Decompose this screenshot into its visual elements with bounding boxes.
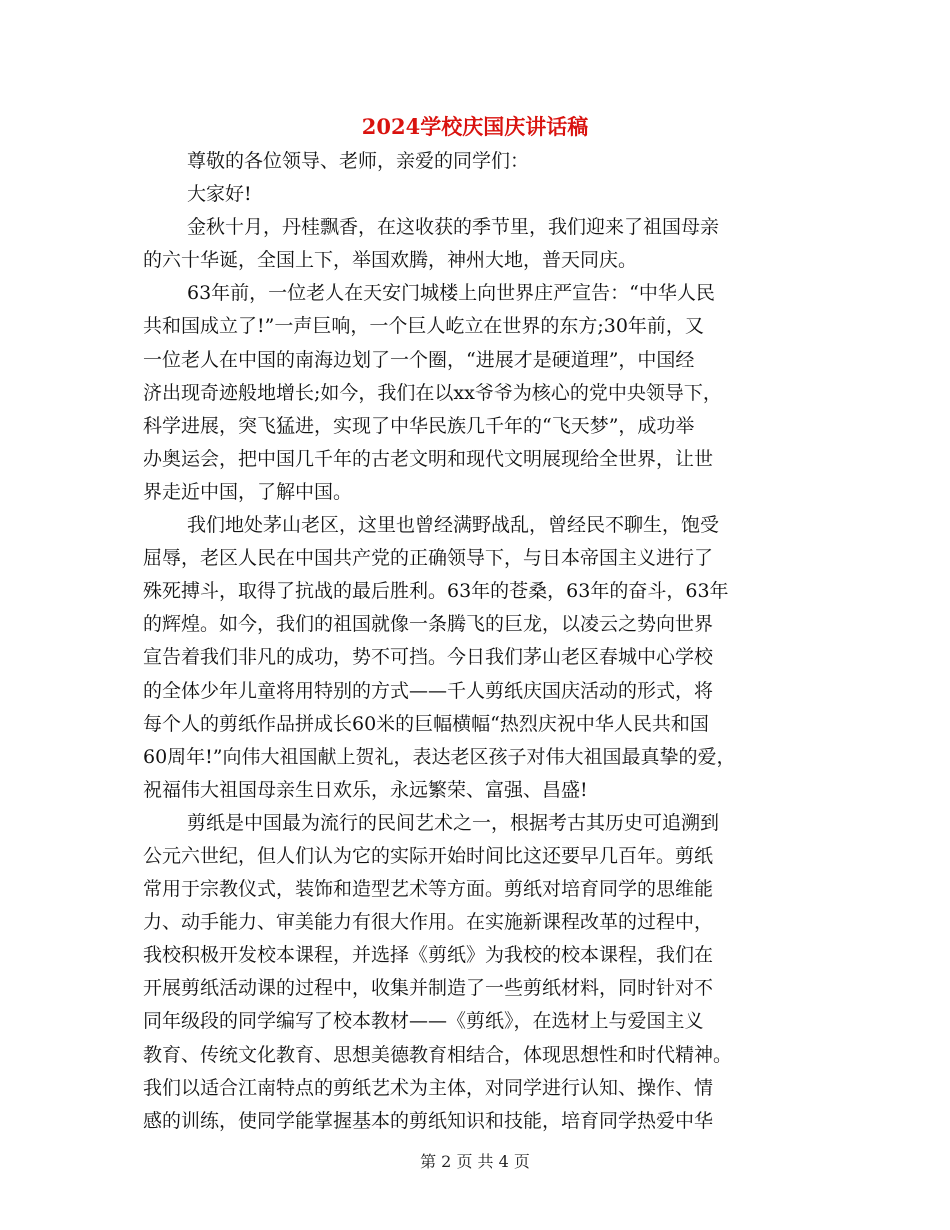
text-line: 济出现奇迹般地增长;如今，我们在以xx爷爷为核心的党中央领导下， <box>143 381 722 404</box>
text-line: 金秋十月，丹桂飘香，在这收获的季节里，我们迎来了祖国母亲 <box>187 216 720 239</box>
text-line: 63年前，一位老人在天安门城楼上向世界庄严宣告：“中华人民 <box>187 282 715 305</box>
text-line: 常用于宗教仪式，装饰和造型艺术等方面。剪纸对培育同学的思维能 <box>143 878 714 901</box>
text-line: 每个人的剪纸作品拼成长60米的巨幅横幅“热烈庆祝中华人民共和国 <box>143 712 709 735</box>
text-line: 60周年!”向伟大祖国献上贺礼，表达老区孩子对伟大祖国最真挚的爱， <box>143 745 736 768</box>
document-body <box>143 145 813 1138</box>
text-line: 办奥运会，把中国几千年的古老文明和现代文明展现给全世界，让世 <box>143 447 714 470</box>
text-line: 公元六世纪，但人们认为它的实际开始时间比这还要早几百年。剪纸 <box>143 844 714 867</box>
text-line: 的全体少年儿童将用特别的方式——千人剪纸庆国庆活动的形式，将 <box>143 679 714 702</box>
text-line: 同年级段的同学编写了校本教材——《剪纸》，在选材上与爱国主义 <box>143 1010 704 1033</box>
text-line: 的六十华诞，全国上下，举国欢腾，神州大地，普天同庆。 <box>143 249 638 272</box>
text-line: 大家好! <box>187 183 252 206</box>
document-title: 2024学校庆国庆讲话稿 <box>361 114 589 139</box>
text-line: 我们地处茅山老区，这里也曾经满野战乱，曾经民不聊生，饱受 <box>187 514 720 537</box>
text-line: 共和国成立了!”一声巨响，一个巨人屹立在世界的东方;30年前，又 <box>143 315 704 338</box>
text-line: 的辉煌。如今，我们的祖国就像一条腾飞的巨龙，以凌云之势向世界 <box>143 613 714 636</box>
text-line: 剪纸是中国最为流行的民间艺术之一，根据考古其历史可追溯到 <box>187 811 720 834</box>
text-line: 感的训练，使同学能掌握基本的剪纸知识和技能，培育同学热爱中华 <box>143 1109 714 1132</box>
text-line: 我们以适合江南特点的剪纸艺术为主体，对同学进行认知、操作、情 <box>143 1076 714 1099</box>
text-line: 教育、传统文化教育、思想美德教育相结合，体现思想性和时代精神。 <box>143 1043 733 1066</box>
text-line: 力、动手能力、审美能力有很大作用。在实施新课程改革的过程中， <box>143 911 714 934</box>
text-line: 尊敬的各位领导、老师，亲爱的同学们： <box>187 150 530 172</box>
text-line: 殊死搏斗，取得了抗战的最后胜利。63年的苍桑，63年的奋斗，63年 <box>143 580 729 603</box>
text-line: 屈辱，老区人民在中国共产党的正确领导下，与日本帝国主义进行了 <box>143 547 714 570</box>
text-line: 一位老人在中国的南海边划了一个圈，“进展才是硬道理”，中国经 <box>143 348 695 371</box>
text-line: 我校积极开发校本课程，并选择《剪纸》为我校的校本课程，我们在 <box>143 944 714 967</box>
text-line: 界走近中国，了解中国。 <box>143 480 353 503</box>
text-line: 祝福伟大祖国母亲生日欢乐，永远繁荣、富强、昌盛! <box>143 778 588 801</box>
text-line: 科学进展，突飞猛进，实现了中华民族几千年的“飞天梦”，成功举 <box>143 414 695 437</box>
text-line: 开展剪纸活动课的过程中，收集并制造了一些剪纸材料，同时针对不 <box>143 977 714 1000</box>
page-number-footer: 第 2 页 共 4 页 <box>420 1152 530 1171</box>
text-line: 宣告着我们非凡的成功，势不可挡。今日我们茅山老区春城中心学校 <box>143 646 714 669</box>
